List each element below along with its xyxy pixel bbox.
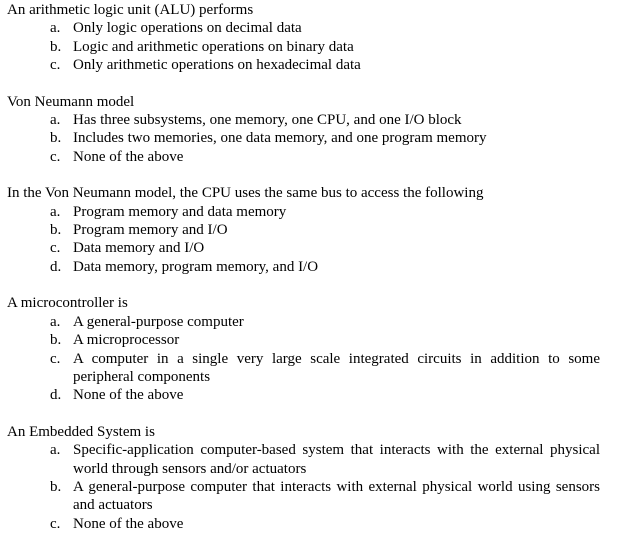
option-text: None of the above — [73, 387, 184, 404]
option-item — [50, 111, 600, 129]
option-item — [50, 38, 600, 56]
option-text: Includes two memories, one data memory, and one program memory — [73, 130, 487, 147]
option-item — [50, 148, 600, 166]
option-list — [7, 203, 622, 277]
option-text: A general-purpose computer — [73, 313, 244, 330]
option-text: Program memory and data memory — [73, 203, 287, 220]
option-item — [50, 331, 600, 349]
option-text: Logic and arithmetic operations on binary data — [73, 38, 354, 55]
option-item — [50, 19, 600, 37]
option-text: A microprocessor — [73, 332, 180, 349]
option-text: Only arithmetic operations on hexadecimal data — [73, 57, 361, 74]
option-item — [50, 386, 600, 404]
option-item — [50, 239, 600, 257]
option-item — [50, 478, 600, 515]
question-2 — [7, 93, 622, 167]
option-letter: b. — [50, 222, 62, 239]
option-item — [50, 221, 600, 239]
option-text: None of the above — [73, 515, 184, 532]
option-list — [7, 313, 622, 405]
option-letter: b. — [50, 130, 62, 147]
option-letter: a. — [50, 313, 61, 330]
option-list — [7, 19, 622, 74]
option-list — [7, 441, 622, 533]
option-letter: a. — [50, 442, 61, 459]
question-stem: Von Neumann model — [7, 93, 135, 110]
option-letter: c. — [50, 515, 61, 532]
question-stem: An arithmetic logic unit (ALU) performs — [7, 2, 254, 18]
option-letter: b. — [50, 332, 62, 349]
option-letter: c. — [50, 240, 61, 257]
option-letter: d. — [50, 387, 62, 404]
option-list — [7, 111, 622, 166]
option-letter: a. — [50, 112, 61, 129]
option-letter: c. — [50, 350, 61, 367]
question-5 — [7, 423, 622, 533]
option-letter: b. — [50, 38, 62, 55]
option-text: None of the above — [73, 148, 184, 165]
option-text: Program memory and I/O — [73, 222, 228, 239]
option-text: Data memory and I/O — [73, 240, 205, 257]
option-item — [50, 258, 600, 276]
question-4 — [7, 294, 622, 404]
option-item — [50, 350, 600, 387]
option-text: Only logic operations on decimal data — [73, 20, 302, 37]
option-item — [50, 203, 600, 221]
option-item — [50, 56, 600, 74]
option-letter: c. — [50, 57, 61, 74]
option-letter: a. — [50, 20, 61, 37]
question-stem: In the Von Neumann model, the CPU uses the same bus to access the following — [7, 185, 484, 202]
option-text: A general-purpose computer that interacts with external physical world using sensors and actuators — [73, 478, 600, 514]
option-item — [50, 129, 600, 147]
option-text: Has three subsystems, one memory, one CPU, and one I/O block — [73, 112, 462, 129]
option-letter: d. — [50, 258, 62, 275]
option-item — [50, 441, 600, 478]
question-1 — [7, 1, 622, 75]
option-item — [50, 313, 600, 331]
question-3 — [7, 184, 622, 276]
option-text: Specific-application computer-based system that interacts with the external physical world through sensors and/or actuators — [73, 442, 600, 477]
option-letter: c. — [50, 148, 61, 165]
question-stem: An Embedded System is — [7, 423, 155, 440]
option-letter: b. — [50, 478, 62, 495]
option-text: Data memory, program memory, and I/O — [73, 258, 319, 275]
question-stem: A microcontroller is — [7, 295, 128, 312]
option-text: A computer in a single very large scale integrated circuits in addition to some peripheral components — [73, 350, 600, 385]
option-item — [50, 515, 600, 533]
option-letter: a. — [50, 203, 61, 220]
